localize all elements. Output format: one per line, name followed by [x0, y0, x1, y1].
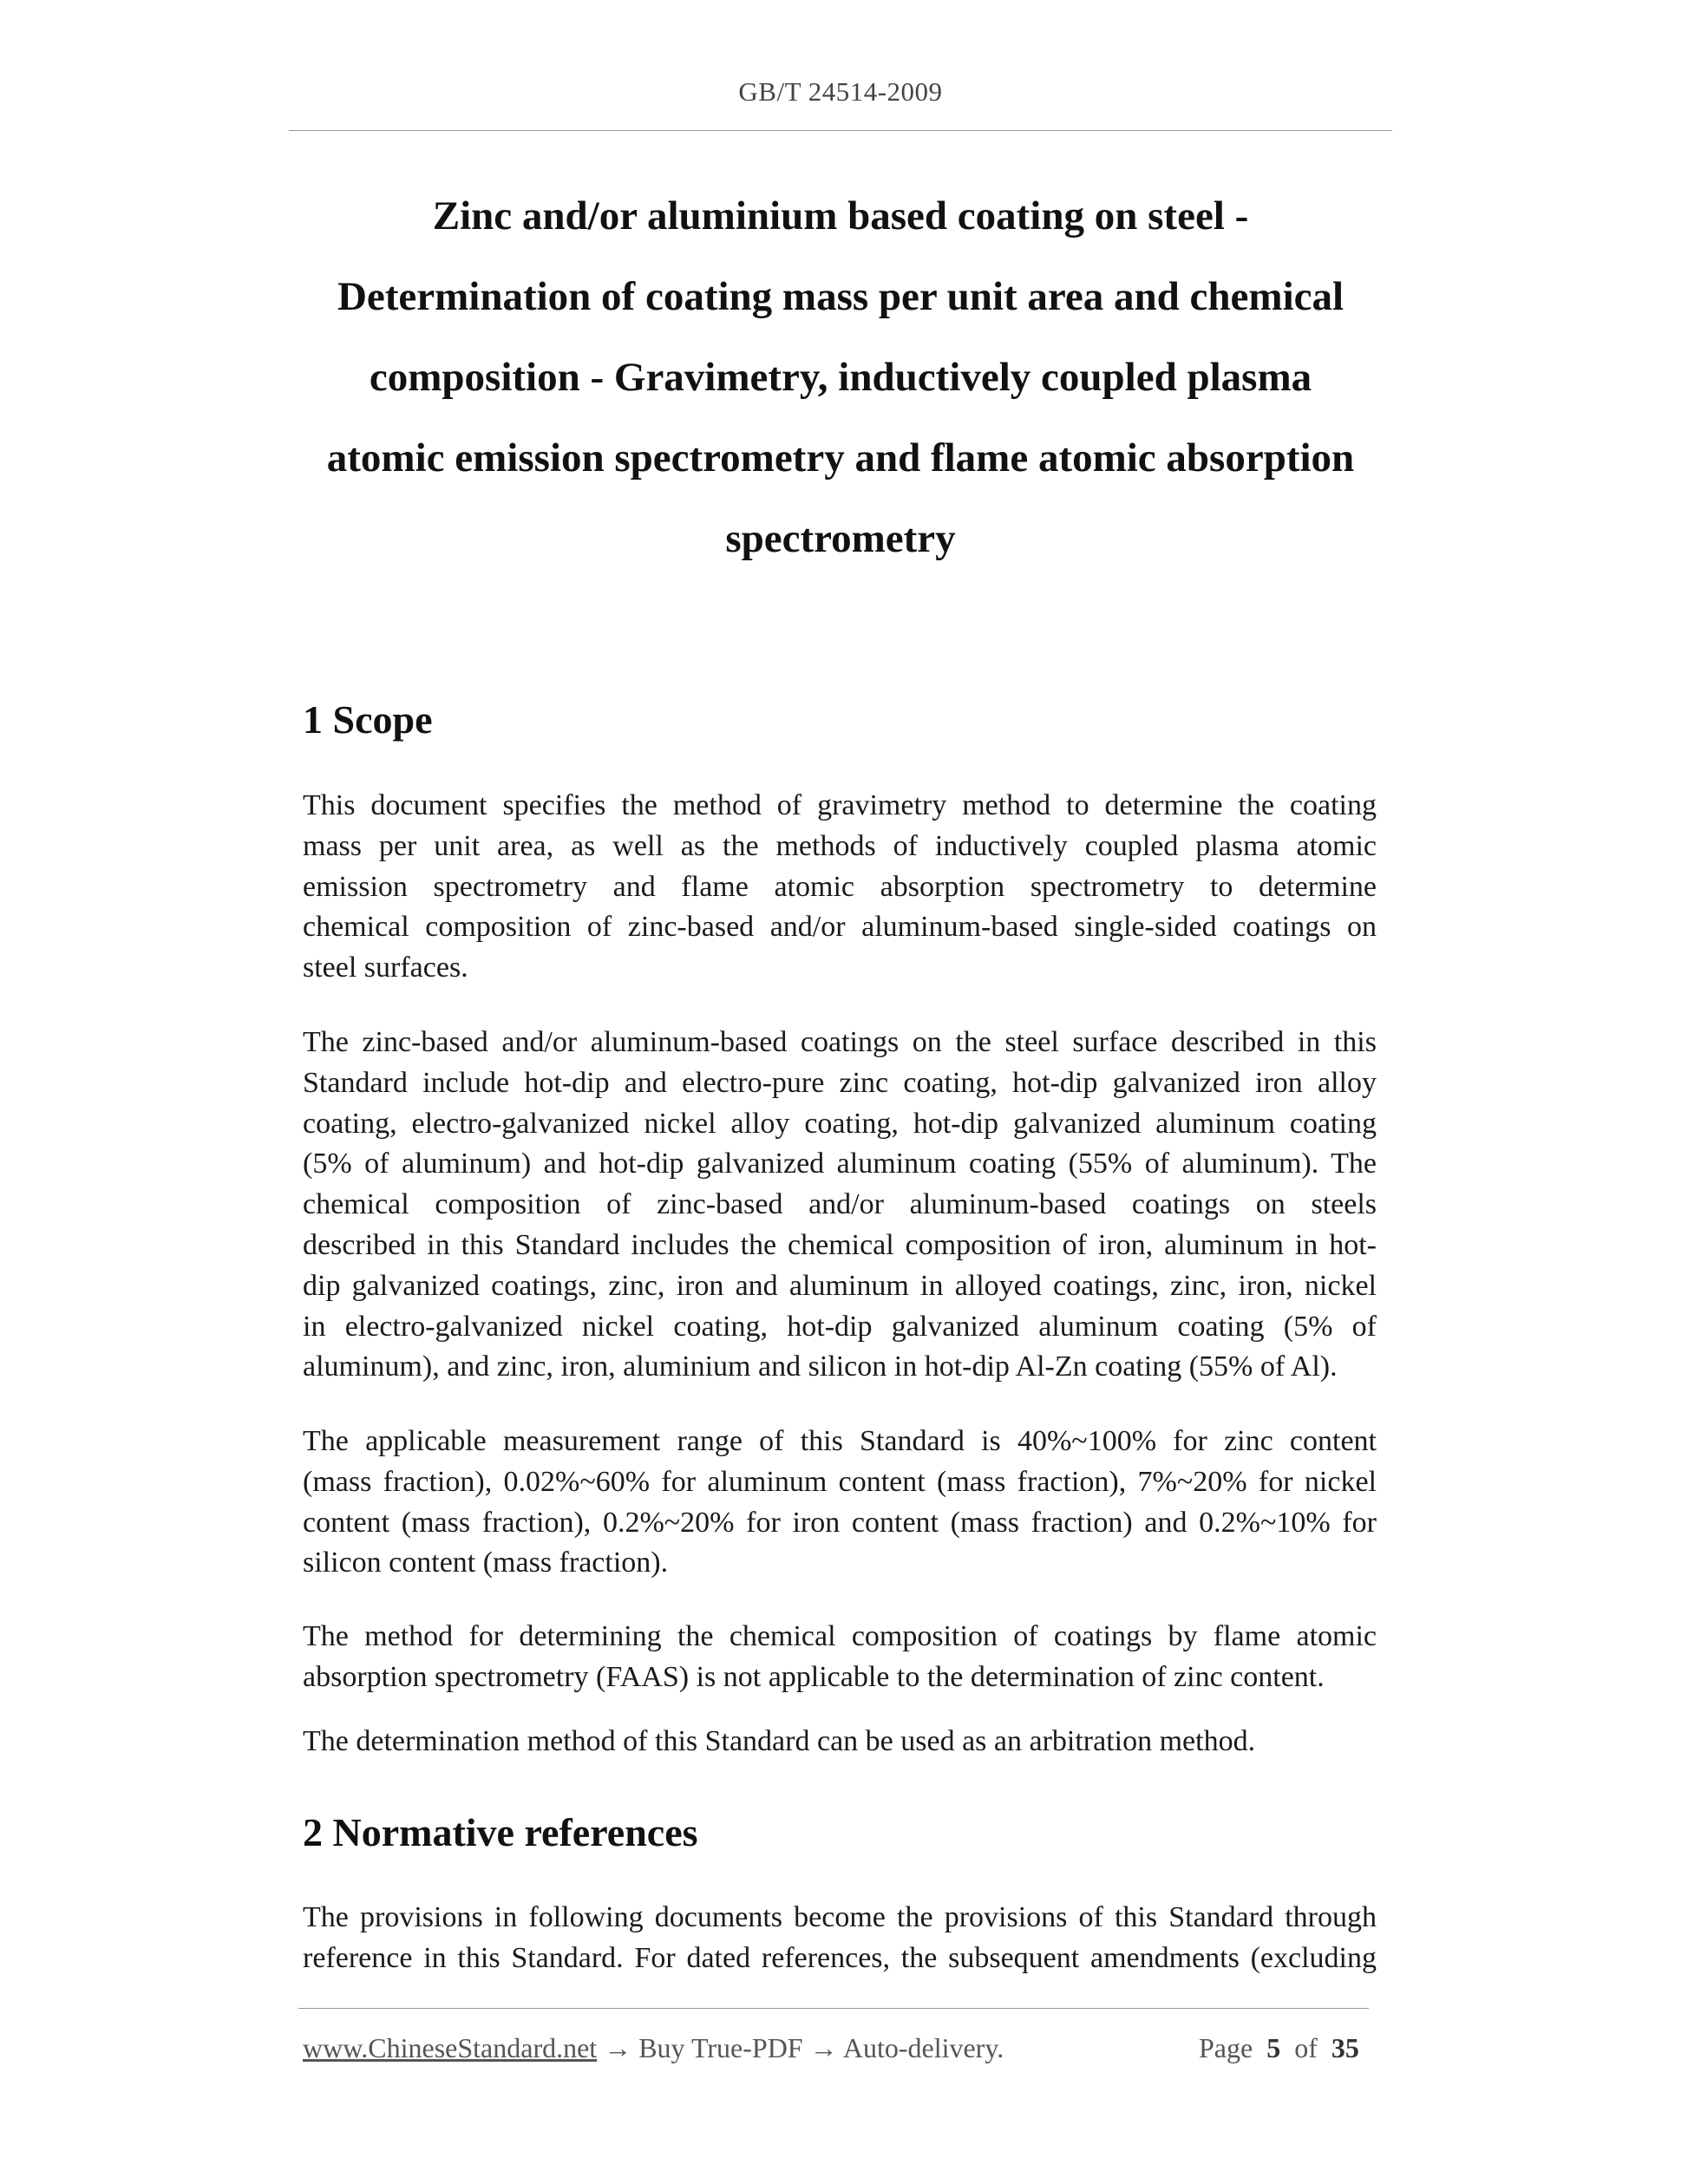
arrow-icon: → [802, 2032, 843, 2063]
text-line: described in this Standard includes the chemical composition of iron, aluminum in hot- [303, 1228, 1377, 1261]
text-line: mass per unit area, as well as the methods of inductively coupled plasma atomic [303, 829, 1377, 862]
delivery-text: Auto-delivery. [842, 2032, 1004, 2063]
text-line: silicon content (mass fraction). [303, 1546, 669, 1579]
page-label: Page [1199, 2032, 1253, 2063]
title-line: Zinc and/or aluminium based coating on steel - [432, 193, 1249, 239]
page-indicator [1199, 2032, 1359, 2064]
text-line: chemical composition of zinc-based and/or aluminum-based coatings on steels [303, 1188, 1377, 1221]
of-label: of [1294, 2032, 1318, 2063]
text-line: (5% of aluminum) and hot-dip galvanized aluminum coating (55% of aluminum). The [303, 1148, 1377, 1180]
normative-references-paragraph-1 [303, 1898, 1377, 1979]
arrow-icon: → [597, 2032, 639, 2063]
text-line: Standard include hot-dip and electro-pure zinc coating, hot-dip galvanized iron alloy [303, 1066, 1377, 1099]
text-line: The applicable measurement range of this Standard is 40%~100% for zinc content [303, 1425, 1377, 1457]
site-link[interactable]: www.ChineseStandard.net [303, 2032, 598, 2063]
footer-divider [298, 2008, 1369, 2009]
text-line: This document specifies the method of gravimetry method to determine the coating [303, 789, 1377, 821]
scope-paragraph-5 [303, 1722, 1377, 1762]
title-line: atomic emission spectrometry and flame atomic absorption [326, 435, 1355, 481]
text-line: (mass fraction), 0.02%~60% for aluminum content (mass fraction), 7%~20% for nickel [303, 1465, 1377, 1498]
title-line: spectrometry [725, 516, 956, 561]
header-divider [289, 130, 1392, 131]
text-line: absorption spectrometry (FAAS) is not applicable to the determination of zinc content. [303, 1660, 1325, 1693]
scope-paragraph-4 [303, 1617, 1377, 1698]
page-total: 35 [1331, 2032, 1359, 2063]
footer-promo [303, 2032, 1004, 2064]
text-line: aluminum), and zinc, iron, aluminium and silicon in hot-dip Al-Zn coating (55% of Al). [303, 1350, 1338, 1383]
section-heading-scope: 1 Scope [303, 697, 433, 742]
section-heading-normative-references: 2 Normative references [303, 1810, 698, 1854]
text-line: The determination method of this Standard can be used as an arbitration method. [303, 1725, 1256, 1757]
text-line: in electro-galvanized nickel coating, hot-dip galvanized aluminum coating (5% of [303, 1310, 1377, 1343]
text-line: emission spectrometry and flame atomic absorption spectrometry to determine [303, 870, 1377, 903]
text-line: content (mass fraction), 0.2%~20% for iron content (mass fraction) and 0.2%~10% for [303, 1506, 1377, 1539]
text-line: dip galvanized coatings, zinc, iron and aluminum in alloyed coatings, zinc, iron, nickel [303, 1269, 1377, 1302]
scope-paragraph-3 [303, 1422, 1377, 1584]
scope-paragraph-1 [303, 786, 1377, 989]
document-code-header: GB/T 24514-2009 [738, 76, 943, 107]
text-line: The provisions in following documents become the provisions of this Standard through [303, 1901, 1377, 1933]
page-number: 5 [1266, 2032, 1281, 2063]
text-line: The method for determining the chemical composition of coatings by flame atomic [303, 1620, 1377, 1652]
title-line: Determination of coating mass per unit area and chemical [337, 274, 1345, 319]
document-title [289, 176, 1392, 579]
text-line: chemical composition of zinc-based and/or aluminum-based single-sided coatings on [303, 911, 1377, 944]
text-line: reference in this Standard. For dated references, the subsequent amendments (excluding [303, 1941, 1377, 1974]
text-line: The zinc-based and/or aluminum-based coatings on the steel surface described in this [303, 1026, 1377, 1058]
buy-text: Buy True-PDF [638, 2032, 803, 2063]
title-line: composition - Gravimetry, inductively coupled plasma [369, 355, 1312, 400]
text-line: coating, electro-galvanized nickel alloy coating, hot-dip galvanized aluminum coating [303, 1107, 1377, 1140]
text-line: steel surfaces. [303, 951, 468, 984]
scope-paragraph-2 [303, 1023, 1377, 1388]
